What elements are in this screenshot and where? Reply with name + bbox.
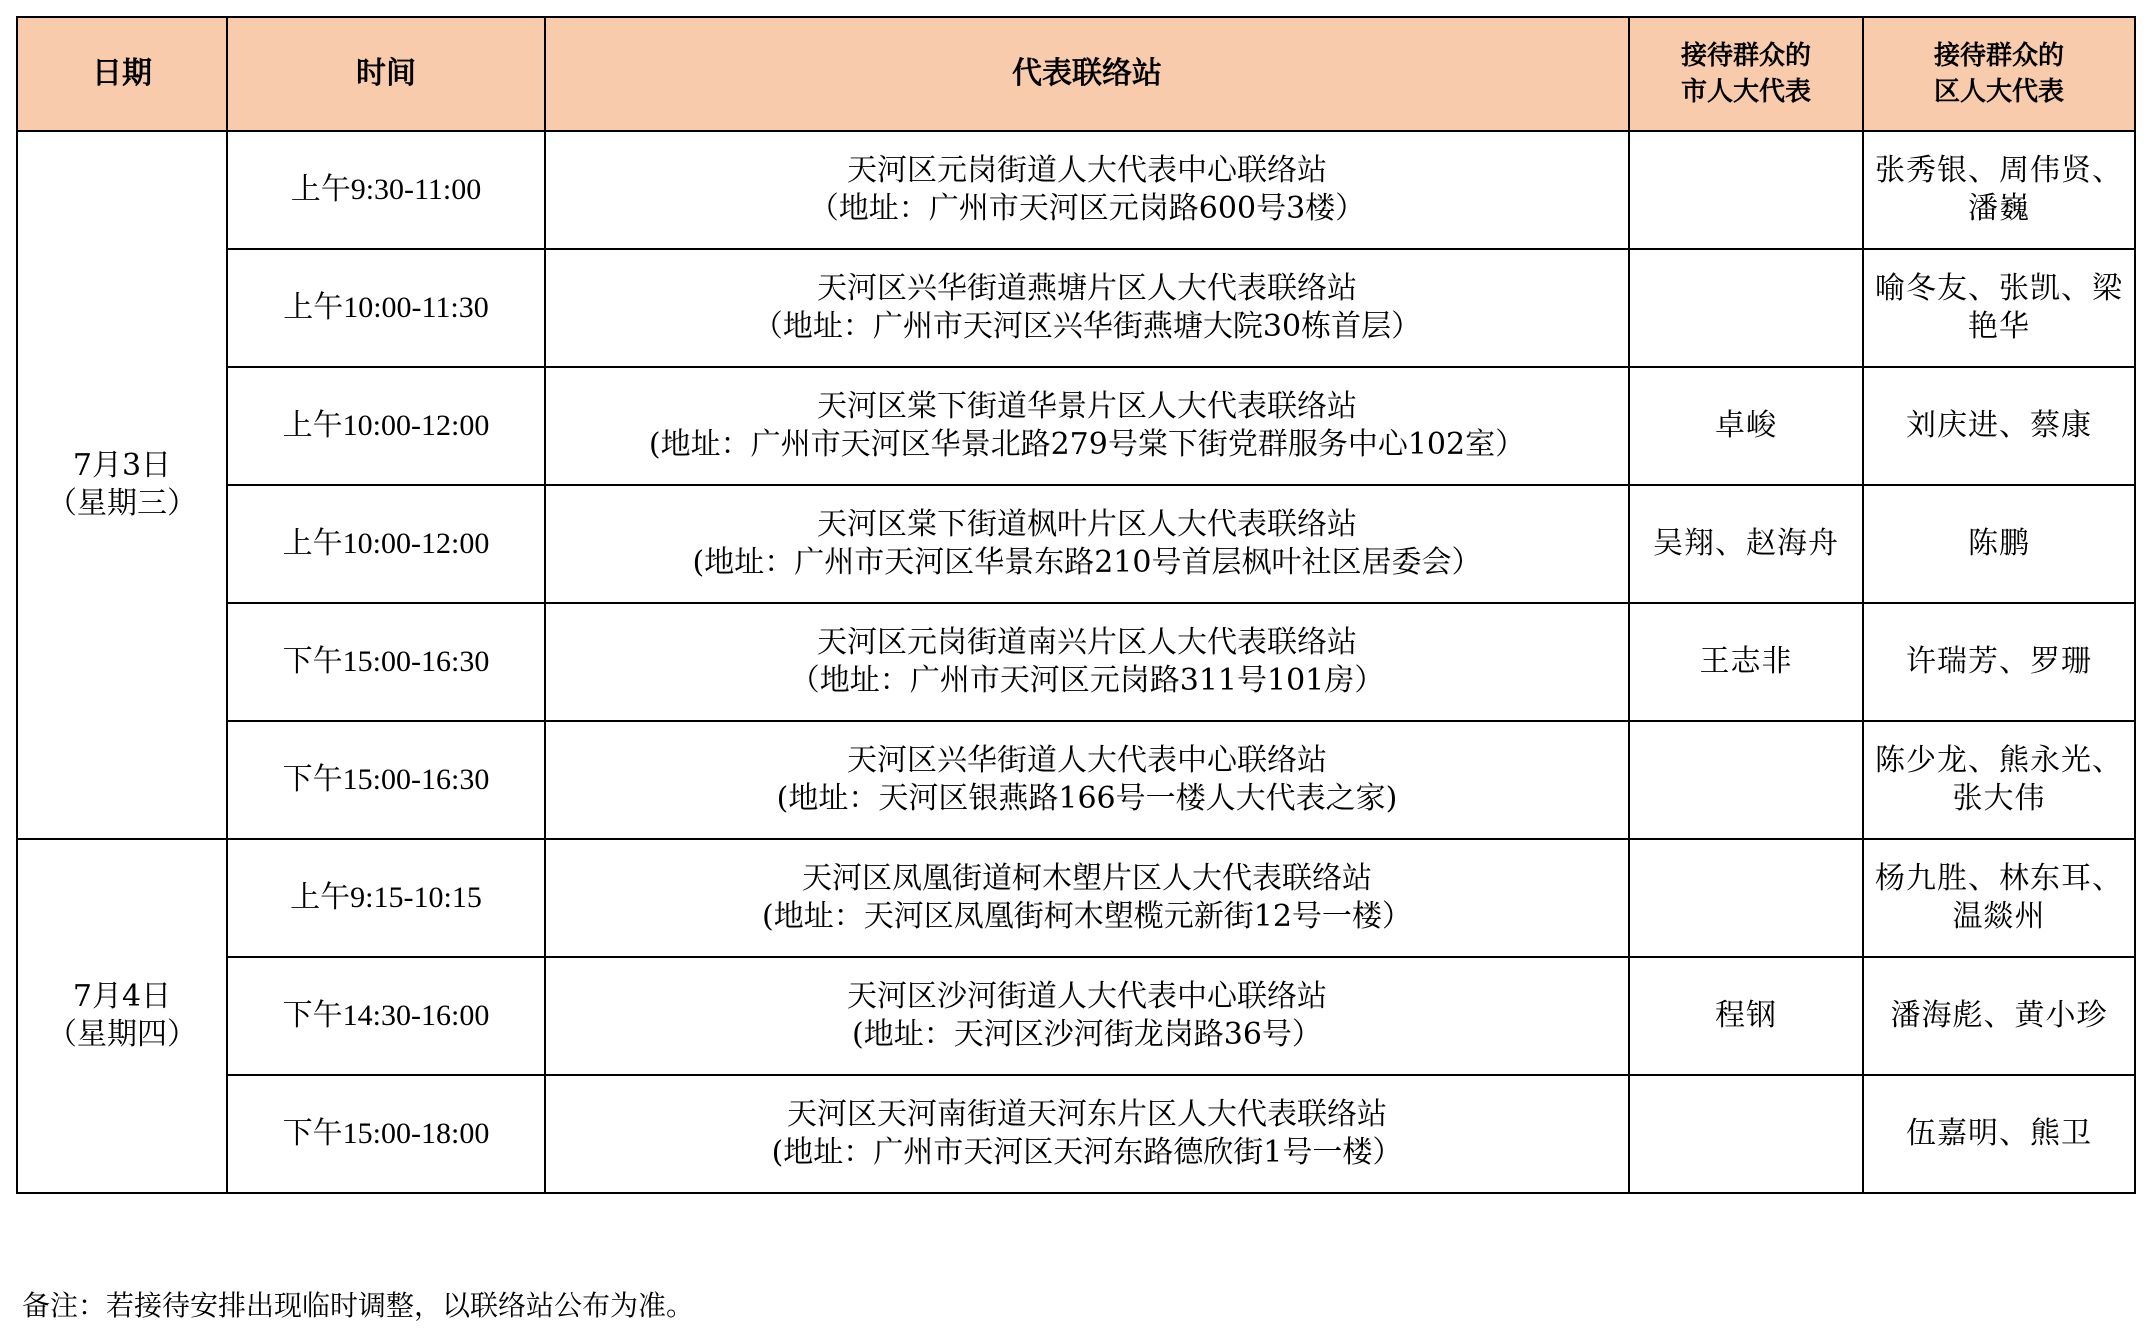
city-reps-cell: 王志非: [1629, 603, 1863, 721]
header-city-reps: [1629, 17, 1863, 131]
header-city-reps-line2: 市人大代表: [1680, 77, 1811, 107]
time-cell: 下午15:00-16:30: [227, 721, 545, 839]
date-cell-jul3: [17, 131, 227, 839]
city-reps-cell: [1629, 721, 1863, 839]
header-district-reps-line1: 接待群众的: [1933, 41, 2064, 71]
station-address: (地址：广州市天河区华景北路279号棠下街党群服务中心102室）: [648, 427, 1526, 462]
station-address: (地址：天河区银燕路166号一楼人大代表之家): [776, 781, 1398, 816]
time-cell: 上午10:00-12:00: [227, 485, 545, 603]
station-name: 天河区元岗街道人大代表中心联络站: [847, 153, 1327, 188]
district-reps-cell: [1863, 249, 2135, 367]
district-reps-cell: [1863, 839, 2135, 957]
district-reps-line1: 喻冬友、张凯、梁: [1875, 271, 2123, 306]
station-cell: [545, 367, 1629, 485]
time-cell: 下午15:00-16:30: [227, 603, 545, 721]
district-reps-line1: 陈鹏: [1968, 526, 2030, 561]
station-name: 天河区棠下街道枫叶片区人大代表联络站: [817, 507, 1357, 542]
station-address: (地址：广州市天河区天河东路德欣街1号一楼）: [771, 1135, 1403, 1170]
weekday-label: （星期四）: [47, 1017, 197, 1052]
district-reps-line1: 许瑞芳、罗珊: [1906, 644, 2092, 679]
district-reps-cell: [1863, 367, 2135, 485]
table-row: [17, 957, 2135, 1075]
city-reps-cell: [1629, 249, 1863, 367]
district-reps-cell: [1863, 1075, 2135, 1193]
date-cell-jul4: [17, 839, 227, 1193]
weekday-label: （星期三）: [47, 486, 197, 521]
district-reps-line1: 伍嘉明、熊卫: [1906, 1116, 2092, 1151]
station-address: (地址：天河区凤凰街柯木塱榄元新街12号一楼）: [762, 899, 1412, 934]
header-city-reps-line1: 接待群众的: [1680, 41, 1811, 71]
station-address: (地址：天河区沙河街龙岗路36号）: [852, 1017, 1322, 1052]
station-name: 天河区凤凰街道柯木塱片区人大代表联络站: [802, 861, 1372, 896]
station-name: 天河区棠下街道华景片区人大代表联络站: [817, 389, 1357, 424]
station-cell: [545, 485, 1629, 603]
table-row: [17, 1075, 2135, 1193]
district-reps-line2: 潘巍: [1968, 191, 2030, 226]
header-station: 代表联络站: [545, 17, 1629, 131]
district-reps-line1: 陈少龙、熊永光、: [1875, 743, 2123, 778]
table-header-row: [17, 17, 2135, 131]
district-reps-cell: [1863, 485, 2135, 603]
district-reps-cell: [1863, 131, 2135, 249]
station-address: （地址：广州市天河区兴华街燕塘大院30栋首层）: [752, 309, 1422, 344]
station-cell: [545, 1075, 1629, 1193]
time-cell: 下午14:30-16:00: [227, 957, 545, 1075]
table-row: [17, 603, 2135, 721]
date-label: 7月3日: [72, 448, 172, 483]
district-reps-line1: 刘庆进、蔡康: [1906, 408, 2092, 443]
station-name: 天河区兴华街道人大代表中心联络站: [847, 743, 1327, 778]
station-name: 天河区天河南街道天河东片区人大代表联络站: [787, 1097, 1387, 1132]
table-row: [17, 721, 2135, 839]
district-reps-cell: [1863, 957, 2135, 1075]
station-name: 天河区兴华街道燕塘片区人大代表联络站: [817, 271, 1357, 306]
station-address: （地址：广州市天河区元岗路311号101房）: [789, 663, 1385, 698]
time-cell: 下午15:00-18:00: [227, 1075, 545, 1193]
city-reps-cell: [1629, 839, 1863, 957]
time-cell: 上午9:15-10:15: [227, 839, 545, 957]
city-reps-cell: [1629, 1075, 1863, 1193]
station-cell: [545, 721, 1629, 839]
station-name: 天河区元岗街道南兴片区人大代表联络站: [817, 625, 1357, 660]
header-date: 日期: [17, 17, 227, 131]
district-reps-line2: 温燚州: [1952, 899, 2046, 934]
table-row: [17, 249, 2135, 367]
city-reps-cell: 吴翔、赵海舟: [1629, 485, 1863, 603]
district-reps-line2: 艳华: [1968, 309, 2030, 344]
station-cell: [545, 603, 1629, 721]
city-reps-cell: [1629, 131, 1863, 249]
district-reps-line1: 潘海彪、黄小珍: [1890, 998, 2108, 1033]
city-reps-cell: 卓峻: [1629, 367, 1863, 485]
station-cell: [545, 957, 1629, 1075]
station-address: （地址：广州市天河区元岗路600号3楼）: [808, 191, 1366, 226]
table-row: [17, 839, 2135, 957]
district-reps-line2: 张大伟: [1952, 781, 2046, 816]
station-cell: [545, 249, 1629, 367]
district-reps-cell: [1863, 603, 2135, 721]
district-reps-line1: 杨九胜、林东耳、: [1875, 861, 2123, 896]
table-row: [17, 485, 2135, 603]
station-cell: [545, 131, 1629, 249]
table-row: [17, 367, 2135, 485]
district-reps-cell: [1863, 721, 2135, 839]
footnote: 备注：若接待安排出现临时调整，以联络站公布为准。: [22, 1289, 695, 1322]
time-cell: 上午9:30-11:00: [227, 131, 545, 249]
date-label: 7月4日: [72, 979, 172, 1014]
header-district-reps-line2: 区人大代表: [1933, 77, 2064, 107]
city-reps-cell: 程钢: [1629, 957, 1863, 1075]
time-cell: 上午10:00-12:00: [227, 367, 545, 485]
schedule-table: [16, 16, 2136, 1194]
table-row: [17, 131, 2135, 249]
station-name: 天河区沙河街道人大代表中心联络站: [847, 979, 1327, 1014]
station-cell: [545, 839, 1629, 957]
header-district-reps: [1863, 17, 2135, 131]
district-reps-line1: 张秀银、周伟贤、: [1875, 153, 2123, 188]
time-cell: 上午10:00-11:30: [227, 249, 545, 367]
header-time: 时间: [227, 17, 545, 131]
schedule-sheet: [16, 16, 2136, 1194]
station-address: (地址：广州市天河区华景东路210号首层枫叶社区居委会）: [692, 545, 1482, 580]
